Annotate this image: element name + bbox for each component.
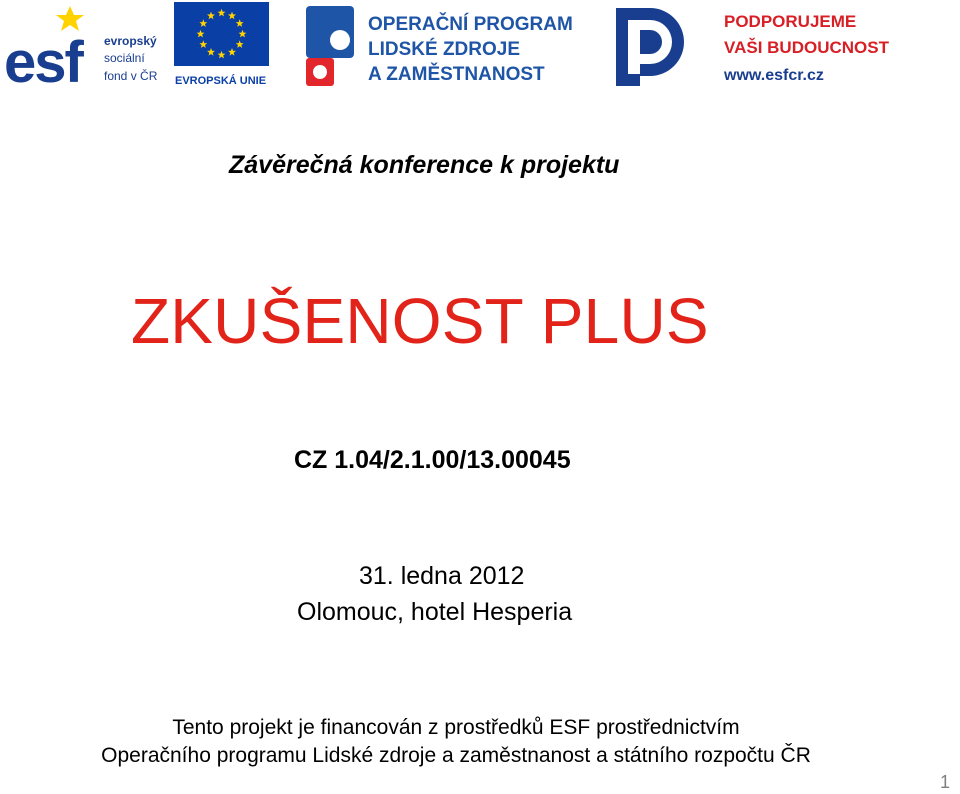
op-line-1: OPERAČNÍ PROGRAM	[368, 14, 573, 35]
support-line-1: PODPORUJEME	[724, 12, 857, 31]
esf-mark: esf	[4, 30, 82, 92]
slide-title: ZKUŠENOST PLUS	[131, 285, 709, 357]
eu-caption: EVROPSKÁ UNIE	[175, 75, 267, 87]
esf-line-1: evropský	[104, 34, 157, 48]
esf-star-icon	[56, 6, 84, 31]
event-venue: Olomouc, hotel Hesperia	[297, 598, 573, 626]
op-line-3: A ZAMĚSTNANOST	[368, 64, 545, 85]
support-line-2: VAŠI BUDOUCNOST	[724, 38, 889, 57]
funding-note-line-1: Tento projekt je financován z prostředků ESF prostřednictvím	[172, 716, 740, 739]
op-line-2: LIDSKÉ ZDROJE	[368, 39, 521, 60]
funding-note-line-2: Operačního programu Lidské zdroje a zaměstnanost a státního rozpočtu ČR	[101, 744, 811, 767]
support-url: www.esfcr.cz	[724, 67, 824, 84]
esf-line-2: sociální	[104, 51, 145, 65]
puzzle-person-icon	[306, 6, 354, 86]
event-date: 31. ledna 2012	[359, 562, 525, 590]
op-lzz-logo	[300, 0, 590, 92]
page-number: 1	[940, 772, 951, 792]
eu-logo	[174, 0, 270, 92]
logo-bar	[0, 0, 960, 92]
support-logo	[722, 0, 947, 92]
slide-subtitle: Závěrečná konference k projektu	[229, 151, 620, 179]
esf-line-3: fond v ČR	[104, 69, 158, 83]
project-code: CZ 1.04/2.1.00/13.00045	[294, 446, 571, 474]
ministry-logo	[610, 0, 694, 92]
esf-logo	[0, 0, 170, 92]
ministry-emblem-icon	[616, 8, 684, 86]
